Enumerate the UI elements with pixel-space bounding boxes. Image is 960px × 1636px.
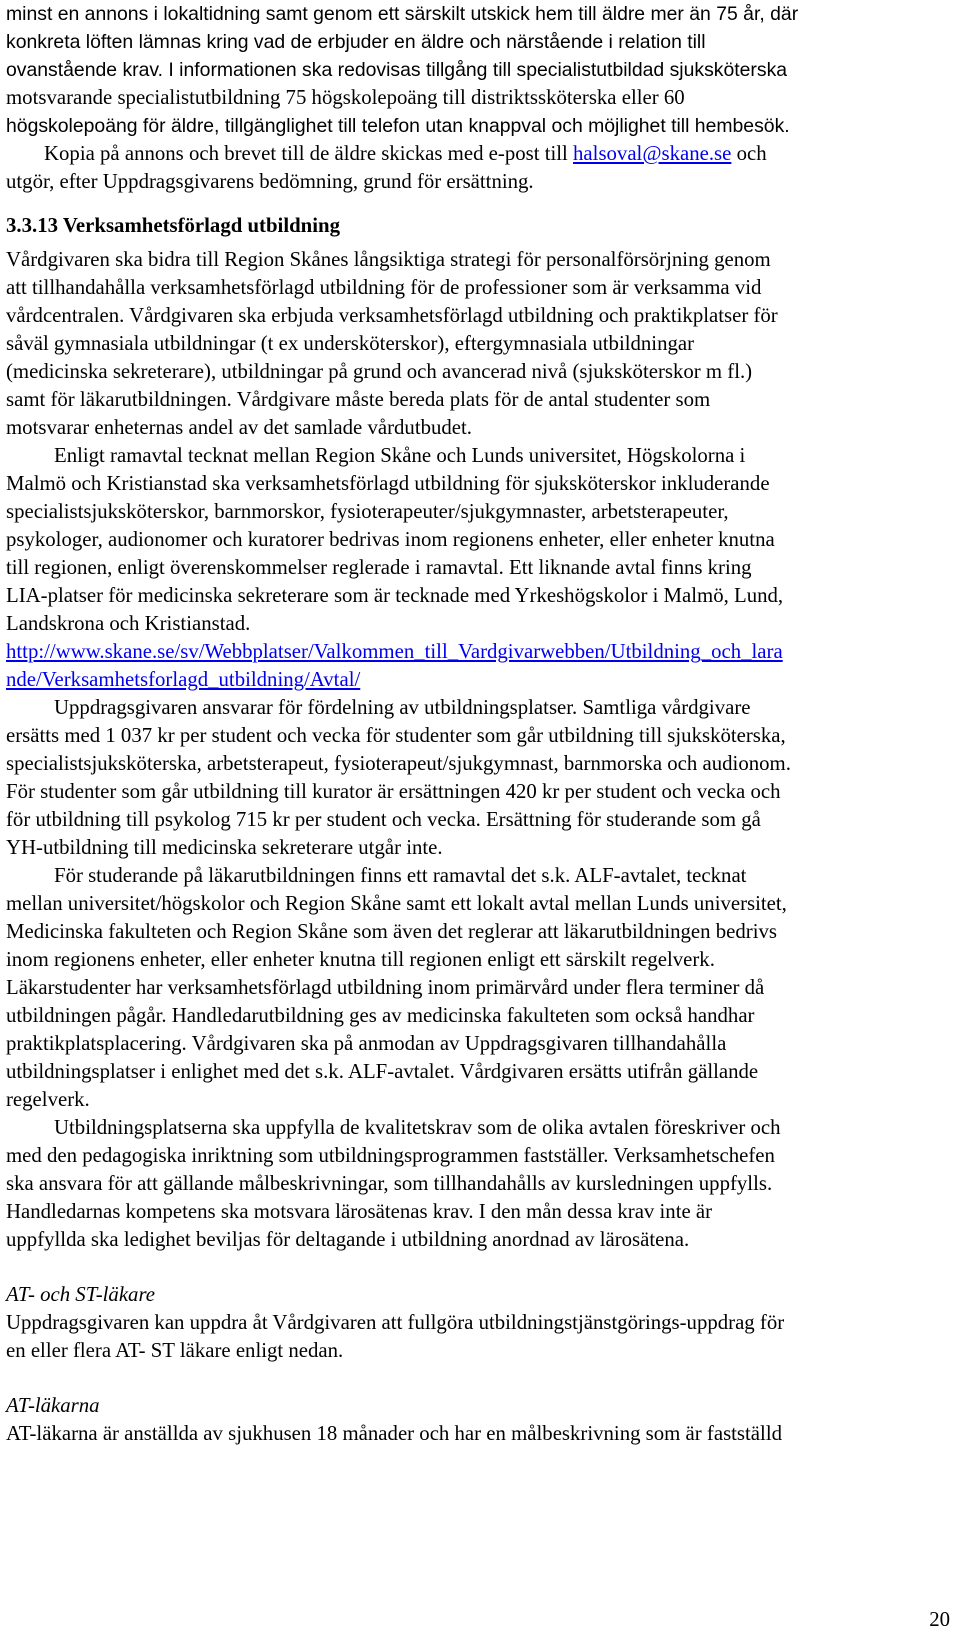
body-text: och [731,142,767,165]
body-text-line: specialistsjuksköterskor, barnmorskor, fysioterapeuter/sjukgymnaster, arbetsterapeuter, [6,500,729,523]
body-text-line: såväl gymnasiala utbildningar (t ex undersköterskor), eftergymnasiala utbildningar [6,332,695,355]
body-text-line: Handledarnas kompetens ska motsvara lärosätenas krav. I den mån dessa krav inte är [6,1200,713,1223]
body-text-line: uppfyllda ska ledighet beviljas för deltagande i utbildning anordnad av lärosätena. [6,1228,690,1251]
body-text-line: att tillhandahålla verksamhetsförlagd utbildning för de professioner som är verksamma vid [6,276,762,299]
url-link[interactable]: http://www.skane.se/sv/Webbplatser/Valkommen_till_Vardgivarwebben/Utbildning_och_lara [6,640,783,663]
body-text-line: LIA-platser för medicinska sekreterare som är tecknade med Yrkeshögskolor i Malmö, Lund, [6,584,784,607]
body-text-line: motsvarande specialistutbildning 75 högskolepoäng till distriktssköterska eller 60 [6,86,685,109]
body-text-line: Medicinska fakulteten och Region Skåne som även det reglerar att läkarutbildningen bedrivs [6,920,777,943]
body-text-line: Landskrona och Kristianstad. [6,612,251,635]
body-text-line: För studenter som går utbildning till kurator är ersättningen 420 kr per student och vecka och [6,780,781,803]
body-text-line: samt för läkarutbildningen. Vårdgivare måste bereda plats för de antal studenter som [6,388,711,411]
body-text-line: praktikplatsplacering. Vårdgivaren ska på anmodan av Uppdragsgivaren tillhandahålla [6,1032,727,1055]
body-text-line: YH-utbildning till medicinska sekreterare utgår inte. [6,836,443,859]
body-text-line: mellan universitet/högskolor och Region Skåne samt ett lokalt avtal mellan Lunds universitet, [6,892,787,915]
body-text-line: minst en annons i lokaltidning samt genom ett särskilt utskick hem till äldre mer än 75 år, där [6,3,799,25]
body-text-line: Uppdragsgivaren ansvarar för fördelning av utbildningsplatser. Samtliga vårdgivare [54,696,751,719]
body-text-line: Läkarstudenter har verksamhetsförlagd utbildning inom primärvård under flera terminer då [6,976,765,999]
body-text-line: Vårdgivaren ska bidra till Region Skånes långsiktiga strategi för personalförsörjning genom [6,248,771,271]
url-link-line [6,638,783,666]
body-text-line: motsvarar enheternas andel av det samlade vårdutbudet. [6,416,473,439]
body-text-line: regelverk. [6,1088,90,1111]
body-text-line: ersätts med 1 037 kr per student och vecka för studenter som går utbildning till sjuksköterska, [6,724,786,747]
body-text-line: utbildningen pågår. Handledarutbildning ges av medicinska fakulteten som också handhar [6,1004,755,1027]
body-text-line: ska ansvara för att gällande målbeskrivningar, som tillhandahålls av kursledningen uppfylls. [6,1172,773,1195]
body-text-line: med den pedagogiska inriktning som utbildningsprogrammen fastställer. Verksamhetschefen [6,1144,775,1167]
body-text-line: inom regionens enheter, eller enheter knutna till regionen enligt ett särskilt regelverk. [6,948,715,971]
body-text-line: en eller flera AT- ST läkare enligt nedan. [6,1339,344,1362]
body-text-line: till regionen, enligt överenskommelser reglerade i ramavtal. Ett liknande avtal finns kring [6,556,752,579]
body-text-line: för utbildning till psykolog 715 kr per student och vecka. Ersättning för studerande som gå [6,808,761,831]
body-text-line: För studerande på läkarutbildningen finns ett ramavtal det s.k. ALF-avtalet, tecknat [54,864,747,887]
body-text-line: Uppdragsgivaren kan uppdra åt Vårdgivaren att fullgöra utbildningstjänstgörings-uppdrag för [6,1311,785,1334]
page-number: 20 [929,1608,950,1631]
subsection-heading: AT-läkarna [6,1394,100,1417]
url-link-line [6,666,360,694]
section-heading: 3.3.13 Verksamhetsförlagd utbildning [6,214,340,237]
body-text-line: specialistsjuksköterska, arbetsterapeut, fysioterapeut/sjukgymnast, barnmorska och audionom. [6,752,791,775]
body-text-line: utgör, efter Uppdragsgivarens bedömning, grund för ersättning. [6,170,534,193]
url-link-continued[interactable]: nde/Verksamhetsforlagd_utbildning/Avtal/ [6,668,361,691]
body-text-line: högskolepoäng för äldre, tillgänglighet till telefon utan knappval och möjlighet till hembesök. [6,115,790,137]
email-link[interactable]: halsoval@skane.se [573,142,732,165]
body-text: Kopia på annons och brevet till de äldre skickas med e-post till [44,142,574,165]
body-text-line: psykologer, audionomer och kuratorer bedrivas inom regionens enheter, eller enheter knutna [6,528,775,551]
subsection-heading: AT- och ST-läkare [6,1283,156,1306]
body-text-line: Enligt ramavtal tecknat mellan Region Skåne och Lunds universitet, Högskolorna i [54,444,746,467]
body-text-line: konkreta löften lämnas kring vad de erbjuder en äldre och närstående i relation till [6,31,706,53]
body-text-line: Malmö och Kristianstad ska verksamhetsförlagd utbildning för sjuksköterskor inkluderande [6,472,770,495]
body-text-line: AT-läkarna är anställda av sjukhusen 18 månader och har en målbeskrivning som är fastställd [6,1422,782,1445]
body-text-line: utbildningsplatser i enlighet med det s.k. ALF-avtalet. Vårdgivaren ersätts utifrån gällande [6,1060,759,1083]
body-text-line: vårdcentralen. Vårdgivaren ska erbjuda verksamhetsförlagd utbildning och praktikplatser för [6,304,778,327]
body-text-line: ovanstående krav. I informationen ska redovisas tillgång till specialistutbildad sjuksköterska [6,59,788,81]
body-text-line: (medicinska sekreterare), utbildningar på grund och avancerad nivå (sjuksköterskor m fl.) [6,360,753,383]
body-text-line: Utbildningsplatserna ska uppfylla de kvalitetskrav som de olika avtalen föreskriver och [54,1116,781,1139]
body-text-line [44,140,767,168]
